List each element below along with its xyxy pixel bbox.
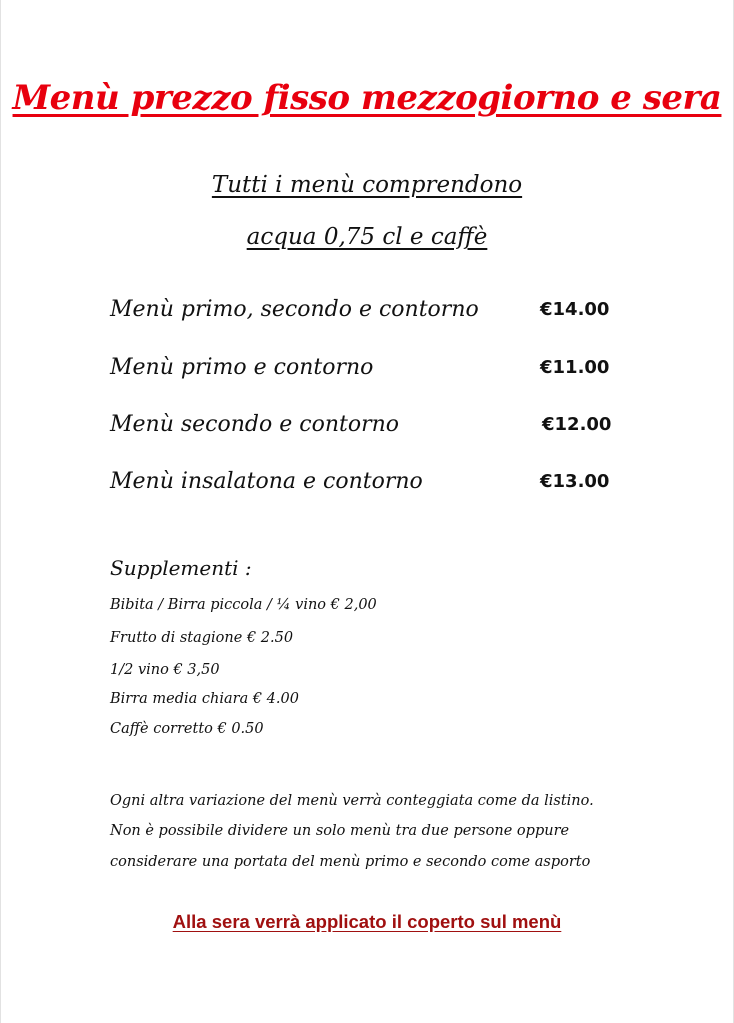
menu-row xyxy=(110,412,610,444)
note-line: considerare una portata del menù primo e secondo come asporto xyxy=(110,854,591,870)
note-line: Non è possibile dividere un solo menù tra due persone oppure xyxy=(110,823,570,839)
note-line: Ogni altra variazione del menù verrà conteggiata come da listino. xyxy=(110,793,594,809)
menu-row xyxy=(110,355,610,387)
subtitle-line-1: Tutti i menù comprendono xyxy=(211,172,523,198)
supplement-item: Frutto di stagione € 2.50 xyxy=(110,630,294,646)
supplement-item: Caffè corretto € 0.50 xyxy=(110,721,264,737)
menu-name: Menù secondo e contorno xyxy=(110,412,400,437)
menu-price: €13.00 xyxy=(540,471,610,492)
page-edge-left xyxy=(0,0,1,1023)
menu-price: €11.00 xyxy=(540,357,610,378)
cover-charge-notice: Alla sera verrà applicato il coperto sul menù xyxy=(172,911,562,932)
page-title: Menù prezzo fisso mezzogiorno e sera xyxy=(12,78,722,118)
menu-name: Menù primo e contorno xyxy=(110,355,374,380)
supplement-item: Bibita / Birra piccola / ¼ vino € 2,00 xyxy=(110,597,377,613)
menu-name: Menù primo, secondo e contorno xyxy=(110,297,479,322)
menu-name: Menù insalatona e contorno xyxy=(110,469,423,494)
menu-price: €14.00 xyxy=(540,299,610,320)
supplements-heading: Supplementi : xyxy=(110,556,252,580)
supplement-item: 1/2 vino € 3,50 xyxy=(110,662,220,678)
menu-row xyxy=(110,297,610,329)
supplement-item: Birra media chiara € 4.00 xyxy=(110,691,299,707)
menu-price: €12.00 xyxy=(542,414,612,435)
menu-row xyxy=(110,469,610,501)
subtitle-line-2: acqua 0,75 cl e caffè xyxy=(246,224,488,250)
